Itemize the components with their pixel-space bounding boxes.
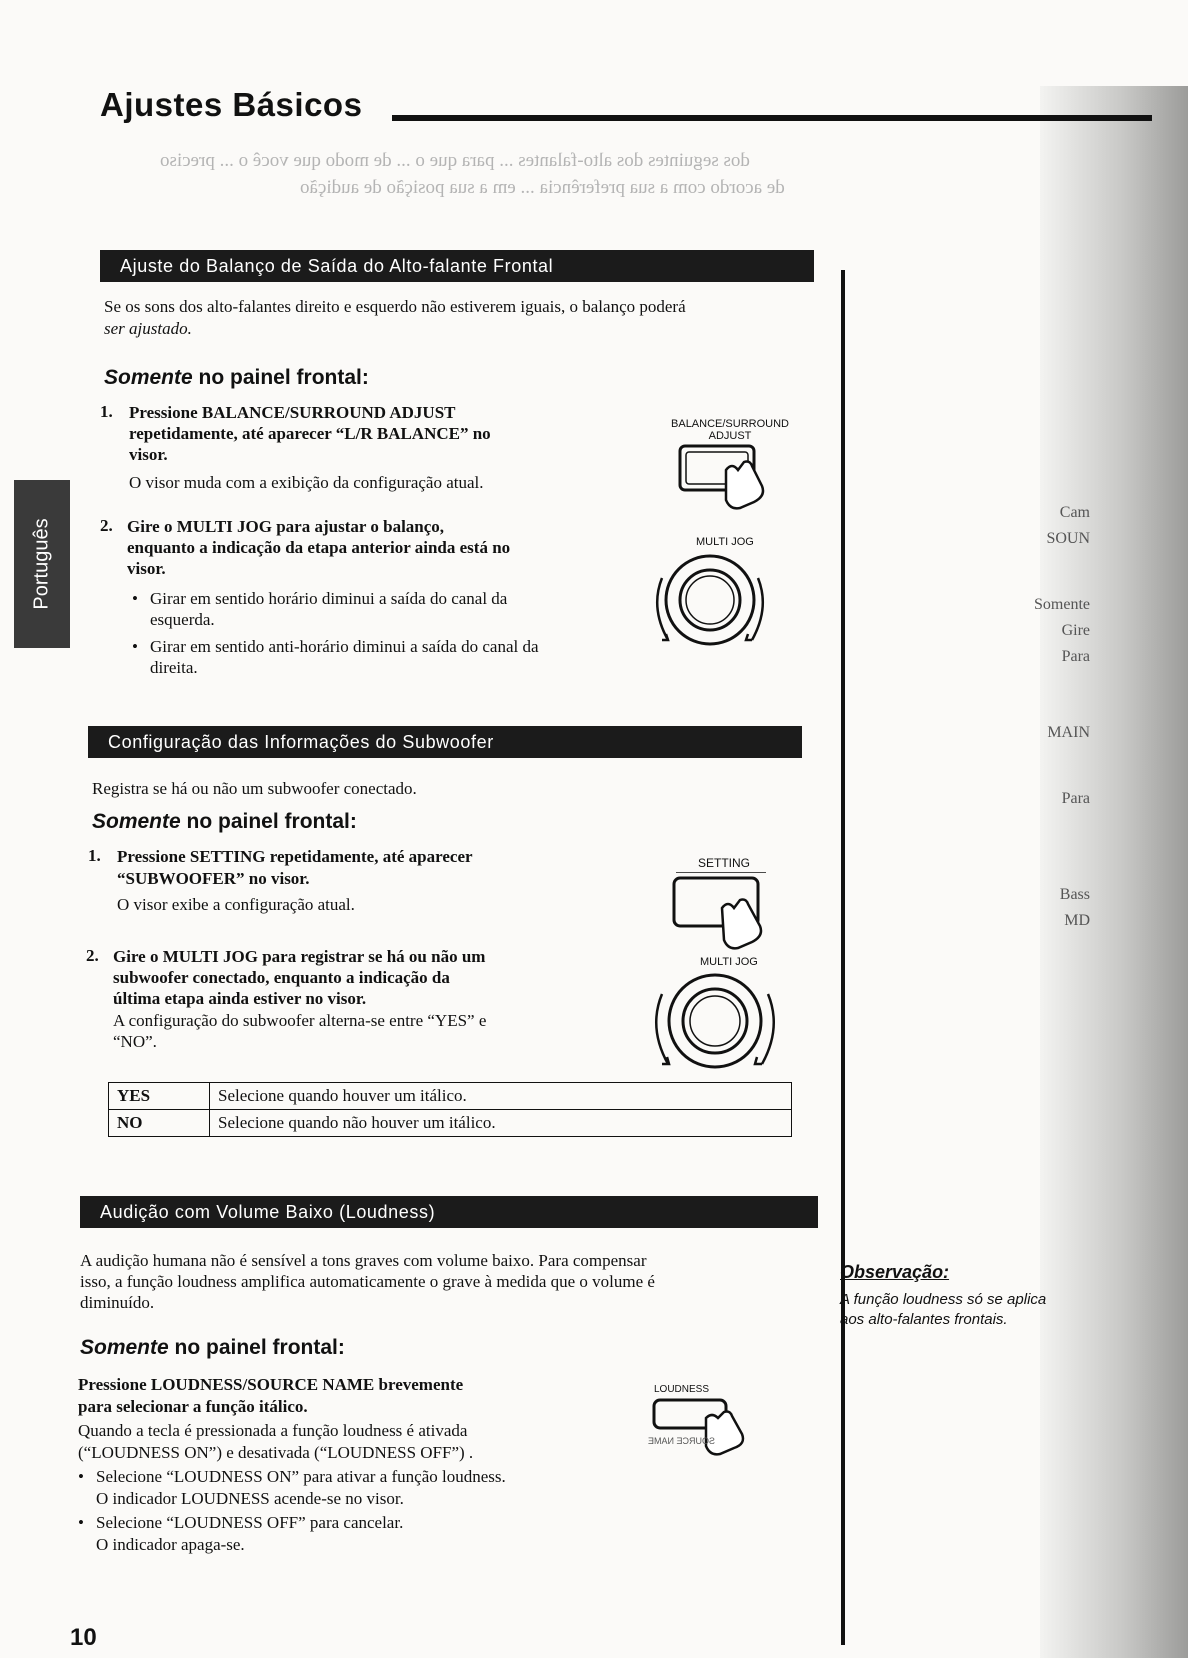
step-text: Gire o MULTI JOG para registrar se há ou não um	[113, 947, 486, 966]
multi-jog-dial-icon	[640, 966, 790, 1086]
button-sublabel: SOURCE NAME	[648, 1436, 716, 1446]
step-number: 1.	[100, 402, 113, 421]
button-label-setting: SETTING	[698, 856, 751, 870]
multi-jog-dial-icon	[648, 548, 778, 663]
fragment: Somente	[1034, 596, 1090, 613]
bullet-item-cont: esquerda.	[150, 610, 215, 629]
step-text: subwoofer conectado, enquanto a indicação da	[113, 968, 450, 987]
subhead-rest: no painel frontal:	[168, 1336, 345, 1359]
intro-line-1: dos seguintes dos alto-falantes ... para que o ... de modo que você o ... preciso	[160, 150, 750, 171]
step-number: 1.	[88, 846, 101, 865]
section2-subhead	[92, 810, 357, 834]
section-title-balance: Ajuste do Balanço de Saída do Alto-falante Frontal	[100, 250, 814, 282]
fragment: Para	[1061, 648, 1090, 665]
step-note: A configuração do subwoofer alterna-se entre “YES” e	[113, 1011, 487, 1030]
section-title-subwoofer: Configuração das Informações do Subwoofer	[88, 726, 802, 758]
step-text: visor.	[127, 559, 166, 578]
note-title: Observação:	[840, 1262, 950, 1282]
step-text: enquanto a indicação da etapa anterior ainda está no	[127, 538, 511, 557]
fragment: MAIN	[1047, 724, 1090, 741]
dial-label: MULTI JOG	[696, 536, 754, 548]
section3-subhead	[80, 1336, 345, 1360]
step-text: última etapa ainda estiver no visor.	[113, 989, 367, 1008]
table-cell-desc: Selecione quando houver um itálico.	[210, 1083, 792, 1110]
step-text: repetidamente, até aparecer “L/R BALANCE” no	[129, 424, 491, 443]
title-rule	[392, 115, 1152, 121]
section3-intro-b: isso, a função loudness amplifica automaticamente o grave à medida que o volume é	[80, 1272, 655, 1291]
page-title: Ajustes Básicos	[100, 86, 363, 123]
bullet-item: • Selecione “LOUDNESS ON” para ativar a função loudness.	[96, 1466, 506, 1487]
setting-button-icon	[668, 872, 788, 957]
section2-intro: Registra se há ou não um subwoofer conectado.	[92, 779, 417, 798]
subhead-rest: no painel frontal:	[192, 366, 369, 389]
table-row	[109, 1110, 792, 1137]
subhead-rest: no painel frontal:	[180, 810, 357, 833]
loudness-button-icon	[650, 1398, 770, 1463]
step-number: 2.	[100, 516, 113, 535]
button-label-balance: BALANCE/SURROUND ADJUST	[671, 418, 789, 442]
body-text: (“LOUDNESS ON”) e desativada (“LOUDNESS OFF”) .	[78, 1443, 474, 1462]
language-tab	[14, 480, 70, 648]
table-cell-key: NO	[109, 1110, 210, 1137]
bullet-item-cont: O indicador LOUDNESS acende-se no visor.	[96, 1489, 404, 1508]
table-cell-desc: Selecione quando não houver um itálico.	[210, 1110, 792, 1137]
button-label-loudness: LOUDNESS	[654, 1384, 710, 1395]
fragment: Cam	[1059, 504, 1090, 521]
table-cell-key: YES	[109, 1083, 210, 1110]
step-text: Pressione SETTING repetidamente, até aparecer	[117, 847, 473, 866]
fragment: SOUN	[1046, 530, 1090, 547]
step-number: 2.	[86, 946, 99, 965]
bullet-item: • Girar em sentido anti-horário diminui a saída do canal da	[150, 636, 539, 657]
section-title-loudness: Audição com Volume Baixo (Loudness)	[80, 1196, 818, 1228]
body-text: Quando a tecla é pressionada a função loudness é ativada	[78, 1421, 468, 1440]
section3-intro-c: diminuído.	[80, 1293, 155, 1312]
subhead-italic: Somente	[92, 810, 181, 833]
step-note: O visor muda com a exibição da configuração atual.	[129, 473, 484, 492]
section3-intro-a: A audição humana não é sensível a tons graves com volume baixo. Para compensar	[80, 1251, 647, 1270]
section1-subhead	[104, 366, 369, 390]
bullet-item-cont: direita.	[150, 658, 198, 677]
fragment: Para	[1061, 790, 1090, 807]
step-text: visor.	[129, 445, 168, 464]
section1-intro-a: Se os sons dos alto-falantes direito e esquerdo não estiverem iguais, o balanço poderá	[104, 297, 686, 316]
subhead-italic: Somente	[104, 366, 193, 389]
step-text: Pressione LOUDNESS/SOURCE NAME brevemente	[78, 1375, 464, 1394]
language-tab-label: Português	[30, 518, 53, 610]
balance-button-icon	[678, 440, 788, 515]
subwoofer-setting-table	[108, 1082, 792, 1137]
step-text: Pressione BALANCE/SURROUND ADJUST	[129, 403, 456, 422]
step-text: Gire o MULTI JOG para ajustar o balanço,	[127, 517, 445, 536]
section1-intro-b: ser ajustado.	[104, 319, 192, 338]
dial-label: MULTI JOG	[700, 956, 758, 968]
table-row	[109, 1083, 792, 1110]
fragment: MD	[1064, 912, 1090, 929]
subhead-italic: Somente	[80, 1336, 169, 1359]
step-text: para selecionar a função itálico.	[78, 1397, 308, 1416]
column-divider	[841, 270, 845, 1645]
bullet-item: • Girar em sentido horário diminui a saída do canal da	[150, 588, 507, 609]
adjacent-page-fragments	[1000, 500, 1090, 934]
note-line-2: aos alto-falantes frontais.	[840, 1311, 1008, 1328]
bullet-item-cont: O indicador apaga-se.	[96, 1535, 245, 1554]
step-note: “NO”.	[113, 1032, 157, 1051]
fragment: Bass	[1059, 886, 1090, 903]
intro-line-2: de acordo com a sua preferência ... em a sua posição de audição	[300, 177, 785, 198]
step-text: “SUBWOOFER” no visor.	[117, 869, 310, 888]
page-number: 10	[70, 1624, 97, 1651]
step-note: O visor exibe a configuração atual.	[117, 895, 355, 914]
bullet-item: • Selecione “LOUDNESS OFF” para cancelar.	[96, 1512, 403, 1533]
note-line-1: A função loudness só se aplica	[840, 1291, 1047, 1308]
fragment: Gire	[1061, 622, 1090, 639]
